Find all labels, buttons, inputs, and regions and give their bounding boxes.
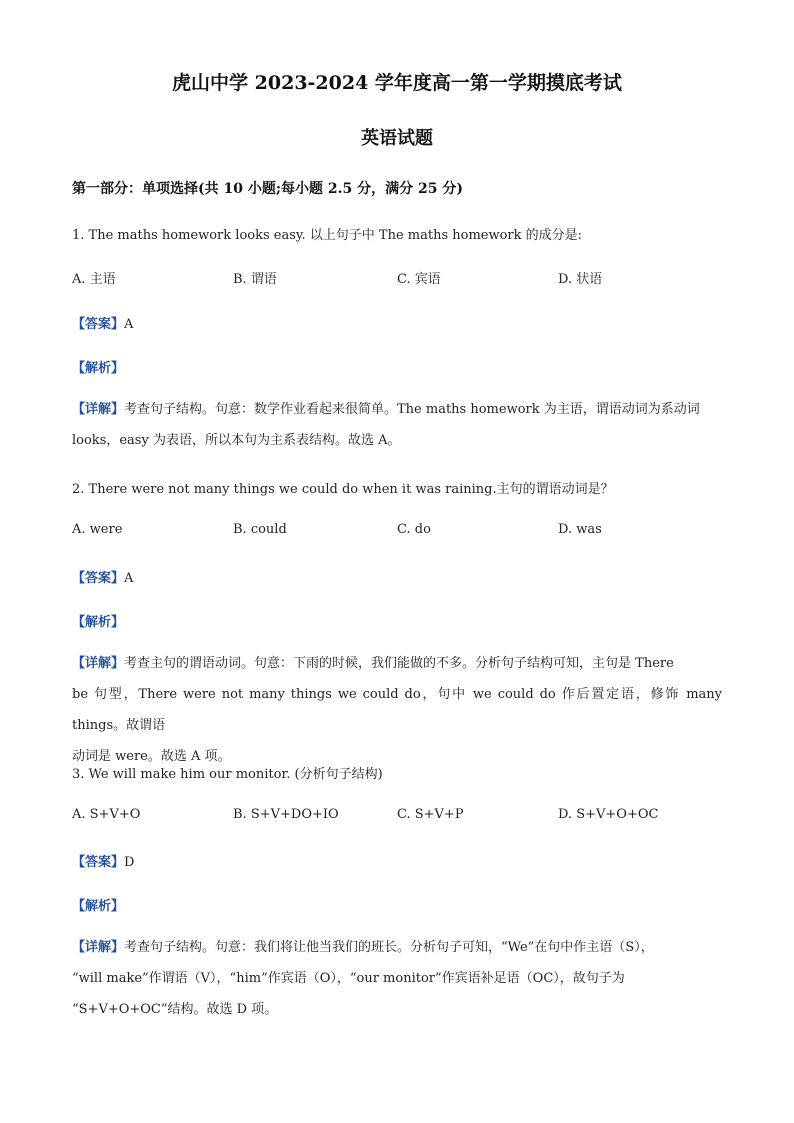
detail-tag: 【详解】: [72, 940, 125, 955]
detail-line: be 句型，There were not many things we could do，句中 we could do 作后置定语，修饰 many things。故谓语: [72, 687, 722, 733]
question-1-option-c: C. 宾语: [397, 272, 441, 287]
question-3-analysis-tag: 【解析】: [72, 899, 125, 914]
answer-value: A: [124, 317, 134, 332]
question-3-option-c: C. S+V+P: [397, 807, 464, 822]
detail-tag: 【详解】: [72, 402, 125, 417]
question-3-option-b: B. S+V+DO+IO: [233, 807, 339, 822]
question-2-stem: 2. There were not many things we could do when it was raining.主句的谓语动词是？: [72, 482, 614, 497]
answer-tag: 【答案】: [72, 317, 125, 332]
question-3-option-a: A. S+V+O: [72, 807, 141, 822]
question-3-stem: 3. We will make him our monitor. (分析句子结构): [72, 767, 383, 782]
exam-subtitle: 英语试题: [361, 128, 433, 149]
answer-tag: 【答案】: [72, 855, 125, 870]
question-1-option-d: D. 状语: [558, 272, 603, 287]
detail-line: 考查句子结构。句意：我们将让他当我们的班长。分析句子可知，“We”在句中作主语（S），: [124, 940, 654, 955]
section-heading: 第一部分：单项选择(共 10 小题;每小题 2.5 分，满分 25 分): [72, 181, 463, 197]
question-3-option-d: D. S+V+O+OC: [558, 807, 659, 822]
question-2-option-c: C. do: [397, 522, 431, 537]
question-2-answer: [72, 567, 133, 586]
detail-line: looks，easy 为表语，所以本句为主系表结构。故选 A。: [72, 433, 401, 448]
detail-line: “S+V+O+OC”结构。故选 D 项。: [72, 1002, 278, 1017]
question-1-detail: [72, 394, 722, 456]
question-1-option-a: A. 主语: [72, 272, 116, 287]
question-2-detail: [72, 648, 722, 772]
question-1-stem: 1. The maths homework looks easy. 以上句子中 The maths homework 的成分是:: [72, 228, 583, 243]
question-3-answer: [72, 851, 134, 870]
question-3-detail: [72, 932, 722, 1025]
question-1-analysis-tag: 【解析】: [72, 361, 125, 376]
detail-line: 考查句子结构。句意：数学作业看起来很简单。The maths homework 为主语，谓语动词为系动词: [124, 402, 700, 417]
question-2-option-b: B. could: [233, 522, 287, 537]
question-2-option-d: D. was: [558, 522, 602, 537]
detail-line: 动词是 were。故选 A 项。: [72, 749, 231, 764]
answer-value: D: [124, 855, 135, 870]
question-1-option-b: B. 谓语: [233, 272, 277, 287]
question-2-analysis-tag: 【解析】: [72, 615, 125, 630]
detail-line: 考查主句的谓语动词。句意：下雨的时候，我们能做的不多。分析句子结构可知，主句是 There: [124, 656, 674, 671]
answer-value: A: [124, 571, 134, 586]
question-1-answer: [72, 313, 133, 332]
detail-tag: 【详解】: [72, 656, 125, 671]
question-2-option-a: A. were: [72, 522, 123, 537]
exam-title: 虎山中学 2023-2024 学年度高一第一学期摸底考试: [172, 72, 622, 94]
answer-tag: 【答案】: [72, 571, 125, 586]
detail-line: “will make”作谓语（V），“him”作宾语（O），“our monitor”作宾语补足语（OC），故句子为: [72, 971, 625, 986]
